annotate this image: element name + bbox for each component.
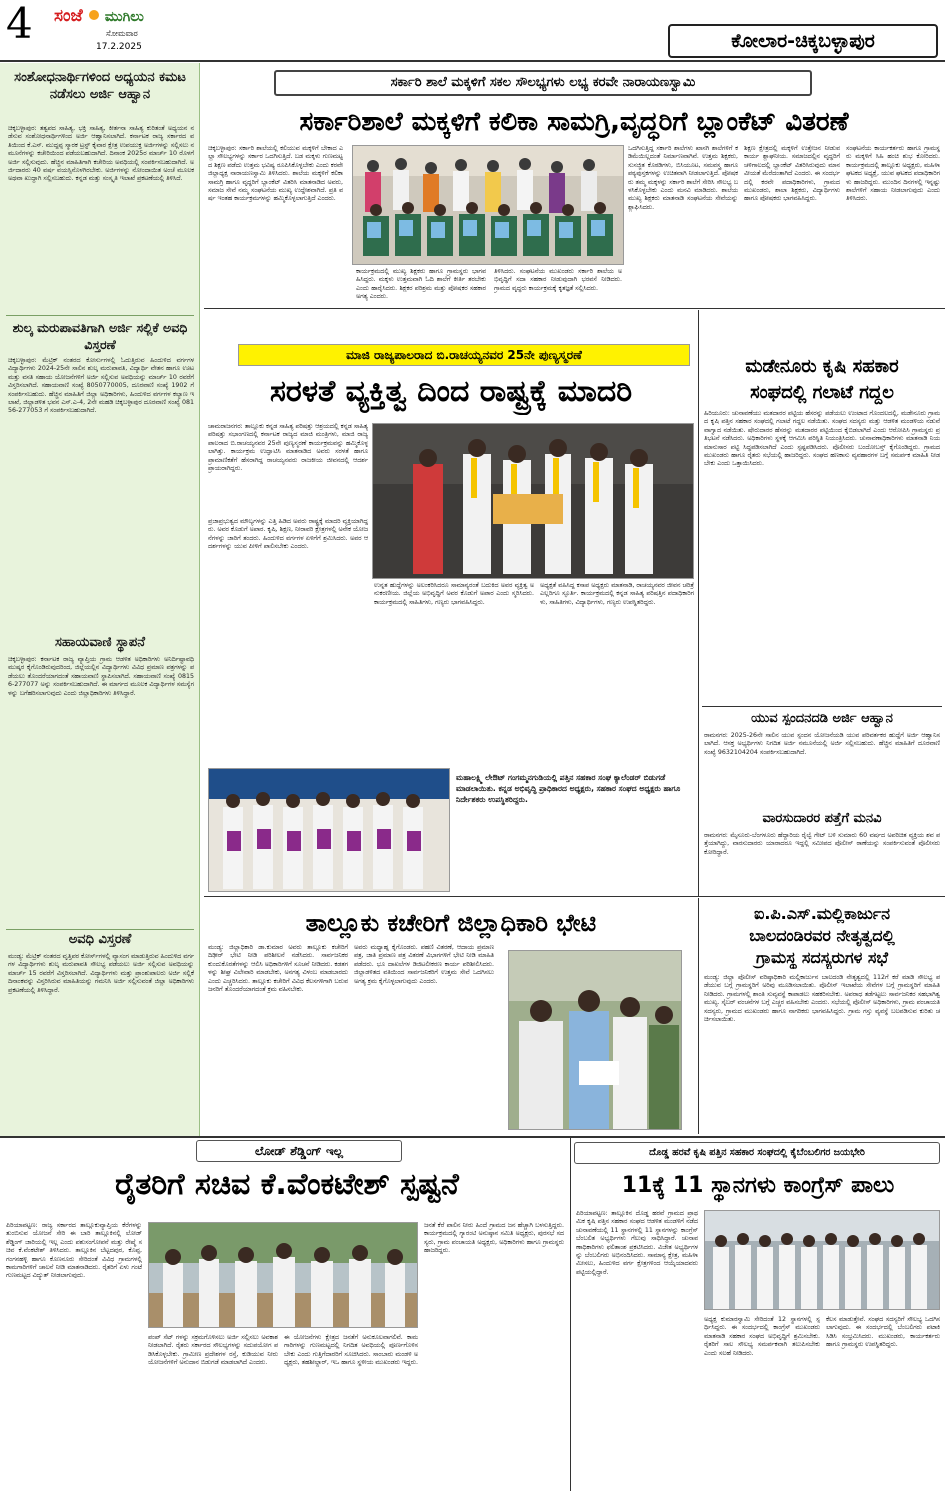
heir-headline: ವಾರಸುದಾರರ ಪತ್ತೆಗೆ ಮನವಿ	[762, 811, 882, 826]
farmers-col-1: ಪಿರಿಯಾಪಟ್ಟಣ: ರಾಜ್ಯ ಸರ್ಕಾರದ ತಾಲ್ಲೂಕುವ್ಯಾಪ್ತಿಯ ಕೆರೆಗಳನ್ನು ತುಂಬಿಸುವ ಯೋಜನೆ ಸೇರಿ ಈ ಬಾರಿ ತಾಲ್ಲೂಕಿನಲ್ಲಿ ಲೋಡ್ ಶೆಡ್ಡಿಂಗ್ ಜಾರಿಯಲ್ಲಿ ಇಲ್ಲ ಎಂದು ಪಶುಸಂಗೋಪನೆ ಮತ್ತು ರೇಷ್ಮೆ ಸಚಿವ ಕೆ.ವೆಂಕಟೇಶ್ ತಿಳಿಸಿದರು. ತಾಲ್ಲೂಕಿನ ಬೆಟ್ಟದಪುರ, ಕೊಪ್ಪ, ಗಂಗನಹಳ್ಳಿ ಹಾಗೂ ಕೊಣನೂರು ಸೇರಿದಂತೆ ವಿವಿಧ ಗ್ರಾಮಗಳಲ್ಲಿ ಕಾಮಗಾರಿಗಳಿಗೆ ಚಾಲನೆ ನೀಡಿ ಮಾತನಾಡಿದರು. ರೈತರಿಗೆ ಏಳು ಗಂಟೆ ಗುಣಮಟ್ಟದ ವಿದ್ಯುತ್ ನೀಡಲಾಗುವುದು.	[6, 1222, 142, 1280]
calendar-caption: ಮಹಾಲಕ್ಷ್ಮಿ ಲೇಔಟ್ ಗಂಗಮ್ಮನಗುಡಿಯಲ್ಲಿ ಪತ್ತಿನ ಸಹಕಾರ ಸಂಘ ಕ್ಯಾಲೆಂಡರ್ ಬಿಡುಗಡೆ ಮಾಡಲಾಯಿತು. ಕನ್ನಡ ಅಭಿವೃದ್ಧಿ ಪ್ರಾಧಿಕಾರದ ಅಧ್ಯಕ್ಷರು, ಸಹಕಾರ ಸಂಘದ ಅಧ್ಯಕ್ಷರು ಹಾಗೂ ನಿರ್ದೇಶಕರು ಉಪಸ್ಥಿತರಿದ್ದರು.	[456, 773, 681, 804]
sidebar-divider	[6, 315, 194, 316]
farmers-illustration	[149, 1223, 418, 1328]
students-illustration	[353, 146, 624, 265]
brand-name-sanje: ಸಂಜೆ	[54, 6, 83, 26]
masthead	[0, 0, 945, 58]
farmers-col-4: ಜನತೆ ಕೆರೆ ಪಾಲಿನ ನೀರು ಹಿಂದೆ ಗ್ರಾಮದ ಜನ ಹೆಚ್ಚಾಗಿ ಬಳಸುತ್ತಿದ್ದರು. ಕಾರ್ಯಕ್ರಮದಲ್ಲಿ ಗ್ಯಾರಂಟಿ ಅನುಷ್ಠಾನ ಸಮಿತಿ ಅಧ್ಯಕ್ಷರು, ಪುರಸಭೆ ಸದಸ್ಯರು, ಗ್ರಾಮ ಪಂಚಾಯತಿ ಅಧ್ಯಕ್ಷರು, ಅಧಿಕಾರಿಗಳು ಹಾಗೂ ಗ್ರಾಮಸ್ಥರು ಹಾಜರಿದ್ದರು.	[424, 1222, 564, 1255]
winners-illustration	[705, 1211, 940, 1310]
memorial-illustration	[373, 424, 694, 579]
rachayya-col-3: ಉನ್ನತ ಹುದ್ದೆಗಳನ್ನು ಅಲಂಕರಿಸಿದರೂ ಸಾಮಾನ್ಯರಂತೆ ಬದುಕಿದ ಅವರ ವ್ಯಕ್ತಿತ್ವ ಅನುಕರಣೀಯ. ಜಿಲ್ಲೆಯ ಅಭಿವೃದ್ಧಿಗೆ ಅವರ ಕೊಡುಗೆ ಅಪಾರ ಎಂದು ಸ್ಮರಿಸಿದರು. ಕಾರ್ಯಕ್ರಮದಲ್ಲಿ ಸಾಹಿತಿಗಳು, ಗಣ್ಯರು ಭಾಗವಹಿಸಿದ್ದರು.	[374, 582, 534, 606]
congress-kicker: ದೊಡ್ಡ ಹರವೆ ಕೃಷಿ ಪತ್ತಿನ ಸಹಕಾರ ಸಂಘದಲ್ಲಿ ಕೈಬೆಂಬಲಿಗರ ಜಯಭೇರಿ	[649, 1147, 865, 1158]
farmers-col-2: ಪಂಪ್ ಸೆಟ್ ಗಳನ್ನು ಸಕ್ರಮಗೊಳಿಸಲು ಅರ್ಜಿ ಸಲ್ಲಿಸಲು ಅವಕಾಶ ನೀಡಲಾಗಿದೆ. ರೈತರು ಸರ್ಕಾರದ ಸೌಲಭ್ಯಗಳನ್ನು ಸದುಪಯೋಗ ಪಡಿಸಿಕೊಳ್ಳಬೇಕು. ಗ್ರಾಮೀಣ ಪ್ರದೇಶಗಳ ರಸ್ತೆ, ಕುಡಿಯುವ ನೀರು ಯೋಜನೆಗಳಿಗೆ ಅನುದಾನ ಬಿಡುಗಡೆ ಮಾಡಲಾಗಿದೆ ಎಂದರು.	[148, 1334, 278, 1367]
sidebar-story-2: ಚಿಕ್ಕಬಳ್ಳಾಪುರ: ಮೆಟ್ರಿಕ್ ನಂತರದ ಕೋರ್ಸುಗಳಲ್ಲಿ ಓದುತ್ತಿರುವ ಹಿಂದುಳಿದ ವರ್ಗಗಳ ವಿದ್ಯಾರ್ಥಿಗಳು 2024-25ನೇ ಸಾಲಿನ ಶುಲ್ಕ ಮರುಪಾವತಿ, ವಿದ್ಯಾರ್ಥಿ ವೇತನ ಹಾಗೂ ಊಟ ಮತ್ತು ವಸತಿ ಸಹಾಯ ಯೋಜನೆಗಳಿಗೆ ಅರ್ಜಿ ಸಲ್ಲಿಸುವ ಅವಧಿಯನ್ನು ಮಾರ್ಚ್ 10 ರವರೆಗೆ ವಿಸ್ತರಿಸಲಾಗಿದೆ. ಸಹಾಯವಾಣಿ ಸಂಖ್ಯೆ 8050770005, ದೂರವಾಣಿ ಸಂಖ್ಯೆ 1902 ಗೆ ಸಂಪರ್ಕಿಸಬಹುದು. ಹೆಚ್ಚಿನ ಮಾಹಿತಿಗೆ ಜಿಲ್ಲಾ ಅಧಿಕಾರಿಗಳು, ಹಿಂದುಳಿದ ವರ್ಗಗಳ ಕಲ್ಯಾಣ ಇಲಾಖೆ, ಜಿಲ್ಲಾಡಳಿತ ಭವನ ಎಸ್.ಎ-4, 2ನೇ ಮಹಡಿ ಚಿಕ್ಕಬಳ್ಳಾಪುರ ದೂರವಾಣಿ ಸಂಖ್ಯೆ 08156-277053 ಗೆ ಸಂಪರ್ಕಿಸಬಹುದಾಗಿದೆ.	[8, 357, 194, 415]
heir-body: ರಾಮನಗರ: ಮೈಸೂರು-ಬೆಂಗಳೂರು ಹೆದ್ದಾರಿಯ ರೈಲ್ವೆ ಗೇಟ್ ಬಳಿ ಸುಮಾರು 60 ವರ್ಷದ ಅಪರಿಚಿತ ವ್ಯಕ್ತಿಯ ಶವ ಪತ್ತೆಯಾಗಿದ್ದು, ವಾರಸುದಾರರು ಯಾರಾದರೂ ಇದ್ದಲ್ಲಿ ಸಮೀಪದ ಪೊಲೀಸ್ ಠಾಣೆಯನ್ನು ಸಂಪರ್ಕಿಸುವಂತೆ ಪೊಲೀಸರು ಕೋರಿದ್ದಾರೆ.	[704, 832, 940, 856]
sidebar	[0, 63, 200, 1136]
farmers-headline: ರೈತರಿಗೆ ಸಚಿವ ಕೆ.ವೆಂಕಟೇಶ್ ಸ್ಪಷ್ಟನೆ	[115, 1167, 459, 1202]
sidebar-divider	[6, 929, 194, 930]
lead-col-1: ಚಿಕ್ಕಬಳ್ಳಾಪುರ: ಸರ್ಕಾರಿ ಶಾಲೆಯಲ್ಲಿ ಕಲಿಯುವ ಮಕ್ಕಳಿಗೆ ಬೇಕಾದ ಎಲ್ಲಾ ಸೌಲಭ್ಯಗಳನ್ನು ಸರ್ಕಾರ ಒದಗಿಸುತ್ತಿದೆ. ಬಡ ಮಕ್ಕಳು ಗುಣಮಟ್ಟದ ಶಿಕ್ಷಣ ಪಡೆದು ಉತ್ತಮ ಭವಿಷ್ಯ ರೂಪಿಸಿಕೊಳ್ಳಬೇಕು ಎಂದು ಕರವೇ ಜಿಲ್ಲಾಧ್ಯಕ್ಷ ನಾರಾಯಣಸ್ವಾಮಿ ತಿಳಿಸಿದರು. ಶಾಲೆಯ ಮಕ್ಕಳಿಗೆ ಕಲಿಕಾ ಸಾಮಗ್ರಿ ಹಾಗೂ ವೃದ್ಧರಿಗೆ ಬ್ಲಾಂಕೆಟ್ ವಿತರಿಸಿ ಮಾತನಾಡಿದ ಅವರು, ಸಮಾಜ ಸೇವೆ ನಮ್ಮ ಸಂಘಟನೆಯ ಮುಖ್ಯ ಉದ್ದೇಶವಾಗಿದೆ. ಪ್ರತಿ ವರ್ಷ ಇಂತಹ ಕಾರ್ಯಕ್ರಮಗಳನ್ನು ಹಮ್ಮಿಕೊಳ್ಳಲಾಗುತ್ತಿದೆ ಎಂದರು.	[208, 145, 343, 203]
congress-col-1: ಪಿರಿಯಾಪಟ್ಟಣ: ತಾಲ್ಲೂಕಿನ ದೊಡ್ಡ ಹರವೆ ಗ್ರಾಮದ ಪ್ರಾಥಮಿಕ ಕೃಷಿ ಪತ್ತಿನ ಸಹಕಾರ ಸಂಘದ ಆಡಳಿತ ಮಂಡಳಿಗೆ ನಡೆದ ಚುನಾವಣೆಯಲ್ಲಿ 11 ಸ್ಥಾನಗಳಲ್ಲಿ 11 ಸ್ಥಾನಗಳನ್ನು ಕಾಂಗ್ರೆಸ್ ಬೆಂಬಲಿತ ಅಭ್ಯರ್ಥಿಗಳು ಗೆಲುವು ಸಾಧಿಸಿದ್ದಾರೆ. ಚುನಾವಣಾಧಿಕಾರಿಗಳು ಫಲಿತಾಂಶ ಪ್ರಕಟಿಸಿದರು. ವಿಜೇತ ಅಭ್ಯರ್ಥಿಗಳನ್ನು ಬೆಂಬಲಿಗರು ಅಭಿನಂದಿಸಿದರು. ಸಾಮಾನ್ಯ ಕ್ಷೇತ್ರ, ಮಹಿಳಾ ಮೀಸಲು, ಹಿಂದುಳಿದ ವರ್ಗ ಕ್ಷೇತ್ರಗಳಿಂದ ಆಯ್ಕೆಯಾದವರು ಪಟ್ಟಿಯಲ್ಲಿದ್ದಾರೆ.	[576, 1210, 698, 1276]
column-divider	[698, 310, 699, 896]
congress-headline: 11ಕ್ಕೆ 11 ಸ್ಥಾನಗಳು ಕಾಂಗ್ರೆಸ್ ಪಾಲು	[621, 1173, 895, 1198]
sun-icon	[89, 10, 99, 20]
sidebar-story-4: ಮಂಡ್ಯ: ಮೆಟ್ರಿಕ್ ನಂತರದ ವೃತ್ತಿಪರ ಕೋರ್ಸ್‌ಗಳಲ್ಲಿ ವ್ಯಾಸಂಗ ಮಾಡುತ್ತಿರುವ ಹಿಂದುಳಿದ ವರ್ಗಗಳ ವಿದ್ಯಾರ್ಥಿಗಳು ಶುಲ್ಕ ಮರುಪಾವತಿ ಸೌಲಭ್ಯ ಪಡೆಯಲು ಅರ್ಜಿ ಸಲ್ಲಿಸುವ ಅವಧಿಯನ್ನು ಮಾರ್ಚ್ 15 ರವರೆಗೆ ವಿಸ್ತರಿಸಲಾಗಿದೆ. ವಿದ್ಯಾರ್ಥಿಗಳು ಮತ್ತು ಪ್ರಾಂಶುಪಾಲರು ಅರ್ಜಿ ಸಲ್ಲಿಕೆ ದಿನಾಂಕವನ್ನು ವಿಸ್ತರಿಸಿರುವ ಮಾಹಿತಿಯನ್ನು ಗಮನಿಸಿ ಅರ್ಜಿ ಸಲ್ಲಿಸುವಂತೆ ಜಿಲ್ಲಾ ಅಧಿಕಾರಿಗಳು ಪ್ರಕಟಣೆಯಲ್ಲಿ ತಿಳಿಸಿದ್ದಾರೆ.	[8, 953, 194, 994]
brand-name-mugilu: ಮುಗಿಲು	[104, 9, 144, 25]
weekday: ಸೋಮವಾರ	[106, 29, 138, 38]
photo-school-students	[352, 145, 624, 265]
lead-under-photo-1: ಕಾರ್ಯಕ್ರಮದಲ್ಲಿ ಮುಖ್ಯ ಶಿಕ್ಷಕರು ಹಾಗೂ ಗ್ರಾಮಸ್ಥರು ಭಾಗವಹಿಸಿದ್ದರು. ಮಕ್ಕಳು ಉತ್ತಮವಾಗಿ ಓದಿ ಶಾಲೆಗೆ ಕೀರ್ತಿ ತರಬೇಕು ಎಂದು ಹಾರೈಸಿದರು. ಶಿಕ್ಷಕರ ಪರಿಶ್ರಮ ಮತ್ತು ಪೋಷಕರ ಸಹಕಾರ ಅಗತ್ಯ ಎಂದರು.	[356, 268, 486, 301]
police-body: ಮಂಡ್ಯ: ಜಿಲ್ಲಾ ಪೊಲೀಸ್ ವರಿಷ್ಠಾಧಿಕಾರಿ ಮಲ್ಲಿಕಾರ್ಜುನ ಬಾಲದಂಡಿ ನೇತೃತ್ವದಲ್ಲಿ 112ಗೆ ಕರೆ ಮಾಡಿ ಸೌಲಭ್ಯ ಪಡೆಯುವ ಬಗ್ಗೆ ಗ್ರಾಮಸ್ಥರಿಗೆ ಅರಿವು ಮೂಡಿಸಲಾಯಿತು. ಪೊಲೀಸ್ ಇಲಾಖೆಯ ಸೇವೆಗಳ ಬಗ್ಗೆ ಗ್ರಾಮಸ್ಥರಿಗೆ ಮಾಹಿತಿ ನೀಡಿದರು. ಗ್ರಾಮಗಳಲ್ಲಿ ಶಾಂತಿ ಸುವ್ಯವಸ್ಥೆ ಕಾಪಾಡಲು ಸಹಕರಿಸಬೇಕು. ಅಪರಾಧ ತಡೆಗಟ್ಟಲು ಸಾರ್ವಜನಿಕರ ಸಹಭಾಗಿತ್ವ ಮುಖ್ಯ. ಸೈಬರ್ ವಂಚನೆಗಳ ಬಗ್ಗೆ ಎಚ್ಚರ ವಹಿಸಬೇಕು ಎಂದರು. ಸಭೆಯಲ್ಲಿ ಪೊಲೀಸ್ ಅಧಿಕಾರಿಗಳು, ಗ್ರಾಮ ಪಂಚಾಯತಿ ಸದಸ್ಯರು, ಗ್ರಾಮದ ಮುಖಂಡರು ಹಾಗೂ ನಾಗರಿಕರು ಭಾಗವಹಿಸಿದ್ದರು. ಗ್ರಾಮ ಗಸ್ತು ವ್ಯವಸ್ಥೆ ಬಲಪಡಿಸುವ ಕುರಿತು ಚರ್ಚಿಸಲಾಯಿತು.	[704, 974, 940, 1024]
rachayya-col-4: ಅಧ್ಯಕ್ಷತೆ ವಹಿಸಿದ್ದ ಕಸಾಪ ಅಧ್ಯಕ್ಷರು ಮಾತನಾಡಿ, ರಾಚಯ್ಯನವರ ಜೀವನ ಚರಿತ್ರೆ ಎಲ್ಲರಿಗೂ ಸ್ಫೂರ್ತಿ. ಕಾರ್ಯಕ್ರಮದಲ್ಲಿ ಕನ್ನಡ ಸಾಹಿತ್ಯ ಪರಿಷತ್ತಿನ ಪದಾಧಿಕಾರಿಗಳು, ಸಾಹಿತಿಗಳು, ವಿದ್ಯಾರ್ಥಿಗಳು, ಗಣ್ಯರು ಉಪಸ್ಥಿತರಿದ್ದರು.	[540, 582, 694, 606]
page-number: 4	[6, 0, 33, 48]
region-title: ಕೋಲಾರ-ಚಿಕ್ಕಬಳ್ಳಾಪುರ	[731, 30, 875, 52]
section-divider	[0, 1136, 945, 1138]
lead-headline: ಸರ್ಕಾರಿಶಾಲೆ ಮಕ್ಕಳಿಗೆ ಕಲಿಕಾ ಸಾಮಗ್ರಿ,ವೃದ್ಧರಿಗೆ ಬ್ಲಾಂಕೆಟ್ ವಿತರಣೆ	[299, 107, 849, 137]
dc-headline: ತಾಲ್ಲೂಕು ಕಚೇರಿಗೆ ಜಿಲ್ಲಾಧಿಕಾರಿ ಭೇಟಿ	[305, 909, 597, 937]
rachayya-kicker: ಮಾಜಿ ರಾಜ್ಯಪಾಲರಾದ ಬಿ.ರಾಚಯ್ಯನವರ 25ನೇ ಪುಣ್ಯಸ್ಮರಣೆ	[346, 348, 582, 362]
photo-dc-visit	[508, 950, 682, 1130]
lead-kicker: ಸರ್ಕಾರಿ ಶಾಲೆ ಮಕ್ಕಳಿಗೆ ಸಕಲ ಸೌಲಭ್ಯಗಳು ಲಭ್ಯ ಕರವೇ ನಾರಾಯಣಸ್ವಾಮಿ	[390, 75, 696, 90]
coop-divider	[702, 706, 942, 707]
rachayya-col-1: ಚಾಮರಾಜನಗರ: ತಾಲ್ಲೂಕು ಕನ್ನಡ ಸಾಹಿತ್ಯ ಪರಿಷತ್ತು ಆಶ್ರಯದಲ್ಲಿ ಕನ್ನಡ ಸಾಹಿತ್ಯ ಪರಿಷತ್ತು ಸಭಾಂಗಣದಲ್ಲಿ ಕರ್ನಾಟಕ ರಾಜ್ಯದ ಮಾಜಿ ಮಂತ್ರಿಗಳು, ಮಾಜಿ ರಾಜ್ಯಪಾಲರಾದ ಬಿ.ರಾಚಯ್ಯನವರ 25ನೇ ಪುಣ್ಯಸ್ಮರಣೆ ಕಾರ್ಯಕ್ರಮವನ್ನು ಹಮ್ಮಿಕೊಳ್ಳಲಾಗಿತ್ತು. ಕಾರ್ಯಕ್ರಮ ಉದ್ಘಾಟಿಸಿ ಮಾತನಾಡಿದ ಅವರು ಸರಳತೆ ಹಾಗೂ ಪ್ರಾಮಾಣಿಕತೆಗೆ ಹೆಸರಾಗಿದ್ದ ರಾಚಯ್ಯನವರು ರಾಜಕೀಯ ಜೀವನದಲ್ಲಿ ಆದರ್ಶಪ್ರಾಯರಾಗಿದ್ದರು.	[208, 423, 368, 473]
calendar-illustration	[209, 769, 450, 892]
farmers-col-3: ಈ ಯೋಜನೆಗಳು ಕ್ಷೇತ್ರದ ಜನತೆಗೆ ಅನುಕೂಲವಾಗಲಿವೆ. ಕಾಮಗಾರಿಗಳನ್ನು ಗುಣಮಟ್ಟದಲ್ಲಿ ನಿಗದಿತ ಅವಧಿಯಲ್ಲಿ ಪೂರ್ಣಗೊಳಿಸಬೇಕು ಎಂದು ಗುತ್ತಿಗೆದಾರರಿಗೆ ಸೂಚಿಸಿದರು. ಸಾಂಬಾರು ಮಂಡಳಿ ಅಧ್ಯಕ್ಷರು, ತಹಶೀಲ್ದಾರ್, ಇಒ ಹಾಗೂ ಸ್ಥಳೀಯ ಮುಖಂಡರು ಇದ್ದರು.	[284, 1334, 418, 1367]
lead-col-2: ಒದಗಿಸುತ್ತಿದ್ದ ಸರ್ಕಾರಿ ಶಾಲೆಗಳು ಖಾಸಗಿ ಶಾಲೆಗಳಿಗೆ ಕಡಿಮೆಯಿಲ್ಲದಂತೆ ನಿರ್ಮಾಣವಾಗಿವೆ. ಉತ್ತಮ ಶಿಕ್ಷಕರು, ಸುಸಜ್ಜಿತ ಕೊಠಡಿಗಳು, ಬಿಸಿಯೂಟ, ಸಮವಸ್ತ್ರ ಹಾಗೂ ಪಠ್ಯಪುಸ್ತಕಗಳನ್ನು ಉಚಿತವಾಗಿ ನೀಡಲಾಗುತ್ತಿದೆ. ಪೋಷಕರು ತಮ್ಮ ಮಕ್ಕಳನ್ನು ಸರ್ಕಾರಿ ಶಾಲೆಗೆ ಸೇರಿಸಿ ಸೌಲಭ್ಯ ಬಳಸಿಕೊಳ್ಳಬೇಕು ಎಂದು ಮನವಿ ಮಾಡಿದರು. ಶಾಲೆಯ ಮುಖ್ಯ ಶಿಕ್ಷಕರು ಮಾತನಾಡಿ ಸಂಘಟನೆಯ ಸೇವೆಯನ್ನು ಶ್ಲಾಘಿಸಿದರು.	[628, 145, 738, 211]
photo-congress-winners	[704, 1210, 940, 1310]
section-divider	[204, 896, 945, 897]
coop-body: ಹಿರಿಯೂರು: ಚುನಾವಣೆಯು ಮತದಾರರ ಪಟ್ಟಿಯ ಹೆಸರನ್ನು ಪಡೆಯಲು ಉಂಟಾದ ಗೊಂದಲದಲ್ಲಿ, ಮಡೇನೂರು ಗ್ರಾಮದ ಕೃಷಿ ಪತ್ತಿನ ಸಹಕಾರ ಸಂಘದಲ್ಲಿ ಗಲಾಟೆ ಗದ್ದಲ ನಡೆಯಿತು. ಸಂಘದ ಸದಸ್ಯರು ಮತ್ತು ಆಡಳಿತ ಮಂಡಳಿಯ ನಡುವೆ ವಾಗ್ವಾದ ನಡೆಯಿತು. ಷೇರುದಾರರ ಹೆಸರನ್ನು ಮತದಾರರ ಪಟ್ಟಿಯಿಂದ ಕೈಬಿಡಲಾಗಿದೆ ಎಂದು ಆರೋಪಿಸಿ ಗ್ರಾಮಸ್ಥರು ಪ್ರತಿಭಟನೆ ನಡೆಸಿದರು. ಅಧಿಕಾರಿಗಳು ಸ್ಥಳಕ್ಕೆ ಆಗಮಿಸಿ ಪರಿಸ್ಥಿತಿ ನಿಯಂತ್ರಿಸಿದರು. ಚುನಾವಣಾಧಿಕಾರಿಗಳು ಮಾತನಾಡಿ ನಿಯಮಾನುಸಾರ ಪಟ್ಟಿ ಸಿದ್ಧಪಡಿಸಲಾಗಿದೆ ಎಂದು ಸ್ಪಷ್ಟಪಡಿಸಿದರು. ಪೊಲೀಸರು ಬಂದೋಬಸ್ತ್ ಕೈಗೊಂಡಿದ್ದರು. ಗ್ರಾಮದ ಮುಖಂಡರು ಹಾಗೂ ರೈತರು ಸಭೆಯಲ್ಲಿ ಹಾಜರಿದ್ದರು. ಸಂಘದ ಹಣಕಾಸು ವ್ಯವಹಾರಗಳ ಬಗ್ಗೆ ಸಮರ್ಪಕ ಮಾಹಿತಿ ನೀಡಬೇಕು ಎಂದು ಒತ್ತಾಯಿಸಿದರು.	[704, 410, 940, 468]
issue-date: 17.2.2025	[96, 42, 142, 52]
lead-under-photo-2: ತಿಳಿಸಿದರು. ಸಂಘಟನೆಯ ಮುಖಂಡರು ಸರ್ಕಾರಿ ಶಾಲೆಯ ಅಭಿವೃದ್ಧಿಗೆ ಸದಾ ಸಹಕಾರ ನೀಡುವುದಾಗಿ ಭರವಸೆ ನೀಡಿದರು. ಗ್ರಾಮದ ವೃದ್ಧರು ಕಾರ್ಯಕ್ರಮಕ್ಕೆ ಕೃತಜ್ಞತೆ ಸಲ್ಲಿಸಿದರು.	[494, 268, 622, 292]
photo-farmers	[148, 1222, 418, 1328]
rachayya-col-2: ಪ್ರಜಾಪ್ರಭುತ್ವದ ಮೌಲ್ಯಗಳನ್ನು ಎತ್ತಿ ಹಿಡಿದ ಅವರು ರಾಷ್ಟ್ರಕ್ಕೆ ಮಾದರಿ ವ್ಯಕ್ತಿಯಾಗಿದ್ದರು. ಅವರ ಕೊಡುಗೆ ಅಪಾರ. ಕೃಷಿ, ಶಿಕ್ಷಣ, ನೀರಾವರಿ ಕ್ಷೇತ್ರಗಳಲ್ಲಿ ಅನೇಕ ಯೋಜನೆಗಳನ್ನು ಜಾರಿಗೆ ತಂದರು. ಹಿಂದುಳಿದ ವರ್ಗಗಳ ಏಳಿಗೆಗೆ ಶ್ರಮಿಸಿದರು. ಅವರ ಆದರ್ಶಗಳನ್ನು ಯುವ ಪೀಳಿಗೆ ಪಾಲಿಸಬೇಕು ಎಂದರು.	[208, 518, 368, 551]
sidebar-headline-2: ಶುಲ್ಕ ಮರುಪಾವತಿಗಾಗಿ ಅರ್ಜಿ ಸಲ್ಲಿಕೆ ಅವಧಿ ವಿಸ್ತರಣೆ	[12, 320, 188, 352]
dc-visit-illustration	[509, 951, 682, 1130]
coop-headline-2: ಸಂಘದಲ್ಲಿ ಗಲಾಟೆ ಗದ್ದಲ	[750, 382, 894, 403]
youth-headline: ಯುವ ಸ್ಪಂದನದಡಿ ಅರ್ಜಿ ಆಹ್ವಾನ	[751, 711, 893, 726]
congress-col-2: ಅಧ್ಯಕ್ಷ ಕುಮಾರಸ್ವಾಮಿ ಸೇರಿದಂತೆ 12 ಸ್ಥಾನಗಳಲ್ಲಿ ಸ್ಪರ್ಧಿಸಿದ್ದರು. ಈ ಸಂದರ್ಭದಲ್ಲಿ ಕಾಂಗ್ರೆಸ್ ಮುಖಂಡರು ಮಾತನಾಡಿ ಸಹಕಾರ ಸಂಘದ ಅಭಿವೃದ್ಧಿಗೆ ಶ್ರಮಿಸಬೇಕು. ರೈತರಿಗೆ ಸಾಲ ಸೌಲಭ್ಯ ಸಮರ್ಪಕವಾಗಿ ತಲುಪಿಸಬೇಕು ಎಂದು ಸಲಹೆ ನೀಡಿದರು.	[704, 1316, 820, 1357]
congress-col-3: ಕೆಲಸ ಮಾಡುತ್ತೇವೆ. ಸಂಘದ ಸದಸ್ಯರಿಗೆ ಸೌಲಭ್ಯ ಒದಗಿಸಲಾಗುವುದು. ಈ ಸಂದರ್ಭದಲ್ಲಿ ಬೆಂಬಲಿಗರು ಪಟಾಕಿ ಸಿಡಿಸಿ ಸಂಭ್ರಮಿಸಿದರು. ಮುಖಂಡರು, ಕಾರ್ಯಕರ್ತರು ಹಾಗೂ ಗ್ರಾಮಸ್ಥರು ಉಪಸ್ಥಿತರಿದ್ದರು.	[826, 1316, 940, 1349]
section-divider	[204, 308, 945, 309]
sidebar-headline-1: ಸಂಶೋಧನಾರ್ಥಿಗಳಿಂದ ಅಧ್ಯಯನ ಕಮಟ ನಡೆಸಲು ಅರ್ಜಿ ಆಹ್ವಾನ	[14, 70, 186, 102]
photo-rachayya-memorial	[372, 423, 694, 579]
rachayya-headline: ಸರಳತೆ ವ್ಯಕ್ತಿತ್ವ ದಿಂದ ರಾಷ್ಟ್ರಕ್ಕೆ ಮಾದರಿ	[269, 374, 633, 409]
masthead-divider	[0, 60, 945, 62]
brand-logo	[54, 6, 194, 28]
youth-body: ರಾಮನಗರ: 2025-26ನೇ ಸಾಲಿನ ಯುವ ಸ್ಪಂದನ ಯೋಜನೆಯಡಿ ಯುವ ಪರಿವರ್ತಕರ ಹುದ್ದೆಗೆ ಅರ್ಜಿ ಆಹ್ವಾನಿಸಲಾಗಿದೆ. ಆಸಕ್ತ ಅಭ್ಯರ್ಥಿಗಳು ನಿಗದಿತ ಅರ್ಜಿ ನಮೂನೆಯಲ್ಲಿ ಅರ್ಜಿ ಸಲ್ಲಿಸಬಹುದು. ಹೆಚ್ಚಿನ ಮಾಹಿತಿಗೆ ದೂರವಾಣಿ ಸಂಖ್ಯೆ 9632104204 ಸಂಪರ್ಕಿಸಬಹುದಾಗಿದೆ.	[704, 732, 940, 756]
police-headline-3: ಗ್ರಾಮಸ್ಥ ಸದಸ್ಯರುಗಳ ಸಭೆ	[756, 948, 888, 967]
dc-col-1: ಮಂಡ್ಯ: ಜಿಲ್ಲಾಧಿಕಾರಿ ಡಾ.ಕುಮಾರ ಅವರು ತಾಲ್ಲೂಕು ಕಚೇರಿಗೆ ದಿಢೀರ್ ಭೇಟಿ ನೀಡಿ ಪರಿಶೀಲನೆ ನಡೆಸಿದರು. ಸಾರ್ವಜನಿಕರ ಕುಂದುಕೊರತೆಗಳನ್ನು ಆಲಿಸಿ ಅಧಿಕಾರಿಗಳಿಗೆ ಸೂಚನೆ ನೀಡಿದರು. ಕಡತಗಳನ್ನು ಶೀಘ್ರ ವಿಲೇವಾರಿ ಮಾಡಬೇಕು, ಅನಗತ್ಯ ವಿಳಂಬ ಮಾಡಬಾರದು ಎಂದು ಎಚ್ಚರಿಸಿದರು. ತಾಲ್ಲೂಕು ಕಚೇರಿಗೆ ವಿವಿಧ ಕೆಲಸಗಳಿಗಾಗಿ ಬರುವ ಜನರಿಗೆ ತೊಂದರೆಯಾಗದಂತೆ ಕ್ರಮ ವಹಿಸಬೇಕು.	[208, 944, 348, 994]
lead-col-3: ಶಿಕ್ಷಣ ಕ್ಷೇತ್ರದಲ್ಲಿ ಮಕ್ಕಳಿಗೆ ಉತ್ತೇಜನ ನೀಡುವ ಕಾರ್ಯ ಶ್ಲಾಘನೀಯ. ಸಮಾಜದಲ್ಲಿನ ವೃದ್ಧರಿಗೆ ಚಳಿಗಾಲದಲ್ಲಿ ಬ್ಲಾಂಕೆಟ್ ವಿತರಿಸಿರುವುದು ಮಾನವೀಯತೆ ಮೆರೆದಂತಾಗಿದೆ ಎಂದರು. ಈ ಸಂದರ್ಭದಲ್ಲಿ ಕರವೇ ಪದಾಧಿಕಾರಿಗಳು, ಗ್ರಾಮದ ಮುಖಂಡರು, ಶಾಲಾ ಶಿಕ್ಷಕರು, ವಿದ್ಯಾರ್ಥಿಗಳು ಹಾಗೂ ಪೋಷಕರು ಭಾಗವಹಿಸಿದ್ದರು.	[744, 145, 840, 203]
farmers-kicker: ಲೋಡ್ ಶೆಡ್ಡಿಂಗ್ ಇಲ್ಲ	[255, 1144, 343, 1158]
column-divider	[698, 898, 699, 1134]
coop-headline-1: ಮಡೇನೂರು ಕೃಷಿ ಸಹಕಾರ	[745, 356, 899, 377]
photo-calendar-release	[208, 768, 450, 892]
sidebar-headline-4: ಅವಧಿ ವಿಸ್ತರಣೆ	[68, 932, 132, 947]
dc-col-2: ಅವರು ಮಧ್ಯಾಹ್ನ ಕೈಗೊಂಡರು. ಪಹಣಿ ವಿತರಣೆ, ಆದಾಯ ಪ್ರಮಾಣ ಪತ್ರ, ಜಾತಿ ಪ್ರಮಾಣ ಪತ್ರ ವಿತರಣೆ ವಿಭಾಗಗಳಿಗೆ ಭೇಟಿ ನೀಡಿ ಮಾಹಿತಿ ಪಡೆದರು. ಭೂ ದಾಖಲೆಗಳ ಡಿಜಿಟಲೀಕರಣ ಕಾರ್ಯ ಪರಿಶೀಲಿಸಿದರು. ಜಿಲ್ಲಾಡಳಿತದ ವತಿಯಿಂದ ಸಾರ್ವಜನಿಕರಿಗೆ ಉತ್ತಮ ಸೇವೆ ಒದಗಿಸಲು ಅಗತ್ಯ ಕ್ರಮ ಕೈಗೊಳ್ಳಲಾಗುವುದು ಎಂದರು.	[354, 944, 494, 985]
sidebar-headline-3: ಸಹಾಯವಾಣಿ ಸ್ಥಾಪನೆ	[55, 635, 145, 650]
police-headline-2: ಬಾಲದಂಡಿರವರ ನೇತೃತ್ವದಲ್ಲಿ	[749, 926, 895, 945]
column-divider	[570, 1138, 571, 1491]
police-headline-1: ಐ.ಪಿ.ಎಸ್.ಮಲ್ಲಿಕಾರ್ಜುನ	[754, 904, 890, 923]
lead-col-4: ಸಂಘಟನೆಯ ಕಾರ್ಯಕರ್ತರು ಹಾಗೂ ಗ್ರಾಮಸ್ಥರು ಮಕ್ಕಳಿಗೆ ಸಿಹಿ ಹಂಚಿ ಶುಭ ಕೋರಿದರು. ಕಾರ್ಯಕ್ರಮದಲ್ಲಿ ತಾಲ್ಲೂಕು ಅಧ್ಯಕ್ಷರು, ಮಹಿಳಾ ಘಟಕದ ಅಧ್ಯಕ್ಷೆ, ಯುವ ಘಟಕದ ಪದಾಧಿಕಾರಿಗಳು ಹಾಜರಿದ್ದರು. ಮುಂದಿನ ದಿನಗಳಲ್ಲಿ ಇನ್ನಷ್ಟು ಶಾಲೆಗಳಿಗೆ ಸಹಾಯ ನೀಡಲಾಗುವುದು ಎಂದು ತಿಳಿಸಿದರು.	[846, 145, 940, 203]
sidebar-story-1: ಚಿಕ್ಕಬಳ್ಳಾಪುರ: ತತ್ವಪದ ಸಾಹಿತ್ಯ, ಭಕ್ತಿ ಸಾಹಿತ್ಯ, ಕೀರ್ತನಾ ಸಾಹಿತ್ಯ ಕುರಿತಂತೆ ಅಧ್ಯಯನ ನಡೆಸುವ ಸಂಶೋಧನಾರ್ಥಿಗಳಿಂದ ಅರ್ಜಿ ಆಹ್ವಾನಿಸಲಾಗಿದೆ. ಕರ್ನಾಟಕ ರಾಜ್ಯ ಸರ್ಕಾರದ ವತಿಯಿಂದ ಕೆ.ಎಸ್. ಮುದ್ದಪ್ಪ ಸ್ಮಾರಕ ಟ್ರಸ್ಟ್ ಕೈವಾರ ಕ್ಷೇತ್ರ ಉಪಯುಕ್ತ ಅರ್ಜಿಗಳನ್ನು ಸಲ್ಲಿಸಲು ನಮೂನೆಗಳನ್ನು ಕಚೇರಿಯಿಂದ ಪಡೆಯಬಹುದಾಗಿದೆ. ದಿನಾಂಕ 2025ರ ಮಾರ್ಚ್ 10 ರೊಳಗೆ ಅರ್ಜಿ ಸಲ್ಲಿಸುವುದು. ಹೆಚ್ಚಿನ ಮಾಹಿತಿಗಾಗಿ ಕಚೇರಿಯ ಅವಧಿಯಲ್ಲಿ ಸಂಪರ್ಕಿಸಬಹುದಾಗಿದೆ. ಅರ್ಜಿದಾರರು 40 ವರ್ಷ ವಯಸ್ಸಿನೊಳಗಿರಬೇಕು. ಅರ್ಜಿಗಳನ್ನು ನೋಂದಾಯಿತ ಅಂಚೆ ಮೂಲಕ ಅಥವಾ ಖುದ್ದಾಗಿ ಸಲ್ಲಿಸಬಹುದು. ಕನ್ನಡ ಮತ್ತು ಸಂಸ್ಕೃತಿ ಇಲಾಖೆ ಪ್ರಕಟಣೆಯಲ್ಲಿ ತಿಳಿಸಿದೆ.	[8, 125, 194, 183]
sidebar-story-3: ಚಿಕ್ಕಬಳ್ಳಾಪುರ: ಕರ್ನಾಟಕ ರಾಜ್ಯ ವ್ಯಾಪ್ತಿಯ ಗ್ರಾಮ ಆಡಳಿತ ಅಧಿಕಾರಿಗಳು ಅನಿರ್ದಿಷ್ಟಾವಧಿ ಮುಷ್ಕರ ಕೈಗೊಂಡಿರುವುದರಿಂದ, ಜಿಲ್ಲೆಯಲ್ಲಿನ ವಿದ್ಯಾರ್ಥಿಗಳು ವಿವಿಧ ಪ್ರಮಾಣ ಪತ್ರಗಳನ್ನು ಪಡೆಯಲು ತೊಂದರೆಯಾಗದಂತೆ ಸಹಾಯವಾಣಿ ಸ್ಥಾಪಿಸಲಾಗಿದೆ. ಸಹಾಯವಾಣಿ ಸಂಖ್ಯೆ 08156-277077 ಅನ್ನು ಸಂಪರ್ಕಿಸಬಹುದಾಗಿದೆ. ಈ ಮಾರ್ಗದ ಮೂಲಕ ವಿದ್ಯಾರ್ಥಿಗಳ ಸಮಸ್ಯೆಗಳನ್ನು ಬಗೆಹರಿಸಲಾಗುವುದು ಎಂದು ಜಿಲ್ಲಾಧಿಕಾರಿಗಳು ತಿಳಿಸಿದ್ದಾರೆ.	[8, 656, 194, 697]
